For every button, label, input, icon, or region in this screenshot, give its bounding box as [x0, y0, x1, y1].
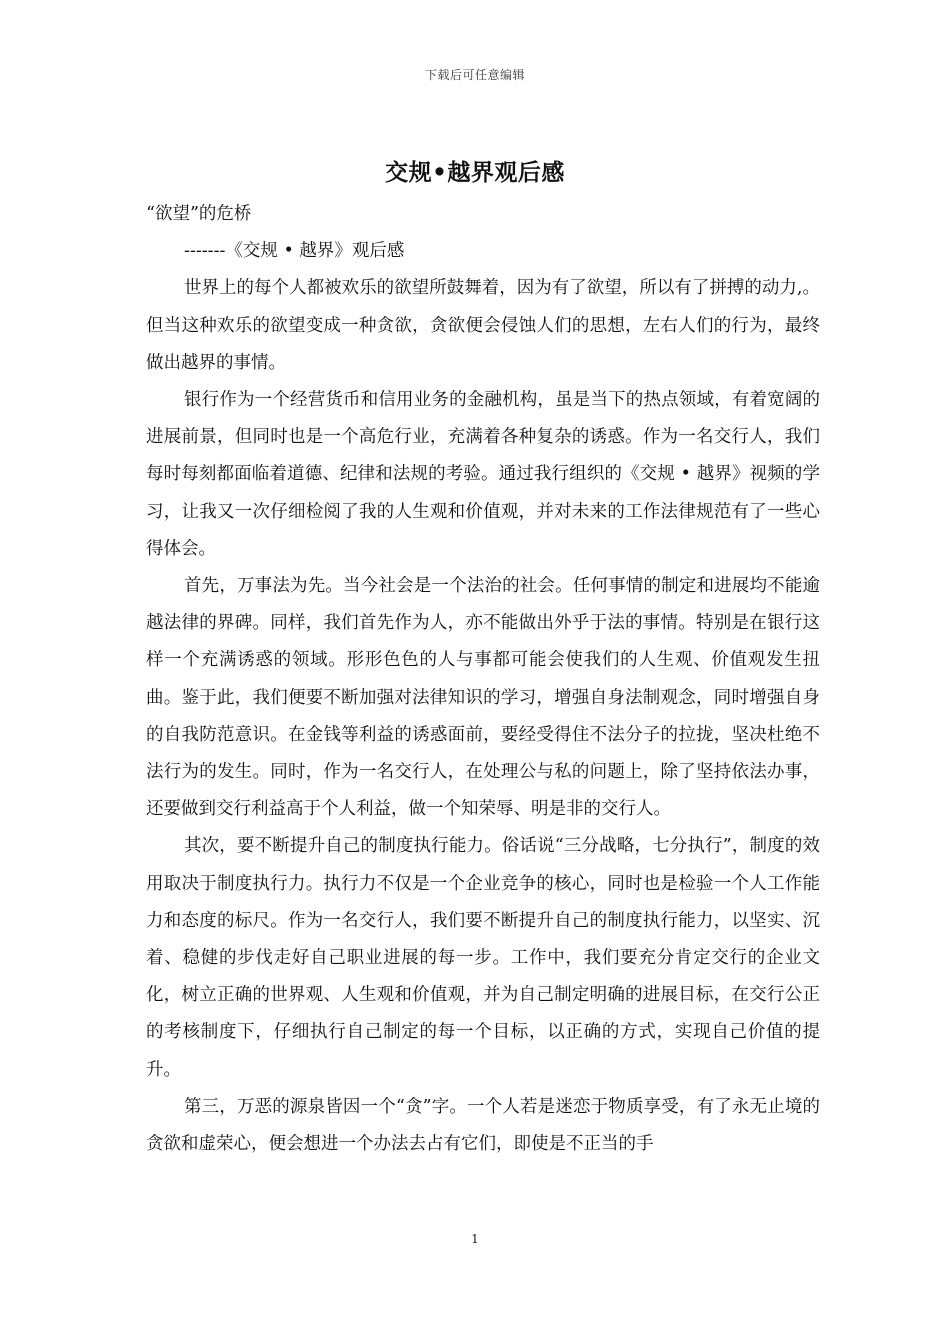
- paragraph-3: 首先，万事法为先。当今社会是一个法治的社会。任何事情的制定和进展均不能逾越法律的界碑。同样，我们首先作为人，亦不能做出外乎于法的事情。特别是在银行这样一个充满诱惑的领域。形形色色的人与事都可能会使我们的人生观、价值观发生扭曲。鉴于此，我们便要不断加强对法律知识的学习，增强自身法制观念，同时增强自身的自我防范意识。在金钱等利益的诱惑面前，要经受得住不法分子的拉拢，坚决杜绝不法行为的发生。同时，作为一名交行人，在处理公与私的问题上，除了坚持依法办事，还要做到交行利益高于个人利益，做一个知荣辱、明是非的交行人。: [146, 576, 820, 820]
- paragraph-5: 第三，万恶的源泉皆因一个“贪”字。一个人若是迷恋于物质享受，有了永无止境的贪欲和虚荣心，便会想进一个办法去占有它们，即使是不正当的手: [146, 1096, 820, 1155]
- paragraph-2: 银行作为一个经营货币和信用业务的金融机构，虽是当下的热点领域，有着宽阔的进展前景，但同时也是一个高危行业，充满着各种复杂的诱惑。作为一名交行人，我们每时每刻都面临着道德、纪律和法规的考验。通过我行组织的《交规 • 越界》视频的学习，让我又一次仔细检阅了我的人生观和价值观，并对未来的工作法律规范有了一些心得体会。: [146, 390, 820, 559]
- header-note: 下载后可任意编辑: [424, 68, 525, 82]
- paragraph-1: 世界上的每个人都被欢乐的欲望所鼓舞着，因为有了欲望，所以有了拼搏的动力,。但当这种欢乐的欲望变成一种贪欲，贪欲便会侵蚀人们的思想，左右人们的行为，最终做出越界的事情。: [146, 278, 820, 373]
- document-subheading: -------《交规 • 越界》观后感: [184, 241, 405, 262]
- page-number: 1: [471, 1232, 479, 1246]
- document-body: [146, 196, 820, 1163]
- document-title: 交规•越界观后感: [385, 159, 565, 186]
- paragraph-4: 其次，要不断提升自己的制度执行能力。俗话说“三分战略，七分执行”，制度的效用取决于制度执行力。执行力不仅是一个企业竞争的核心，同时也是检验一个人工作能力和态度的标尺。作为一名交行人，我们要不断提升自己的制度执行能力，以坚实、沉着、稳健的步伐走好自己职业进展的每一步。工作中，我们要充分肯定交行的企业文化，树立正确的世界观、人生观和价值观，并为自己制定明确的进展目标，在交行公正的考核制度下，仔细执行自己制定的每一个目标，以正确的方式，实现自己价值的提升。: [146, 836, 820, 1080]
- document-subtitle: “欲望”的危桥: [146, 204, 252, 224]
